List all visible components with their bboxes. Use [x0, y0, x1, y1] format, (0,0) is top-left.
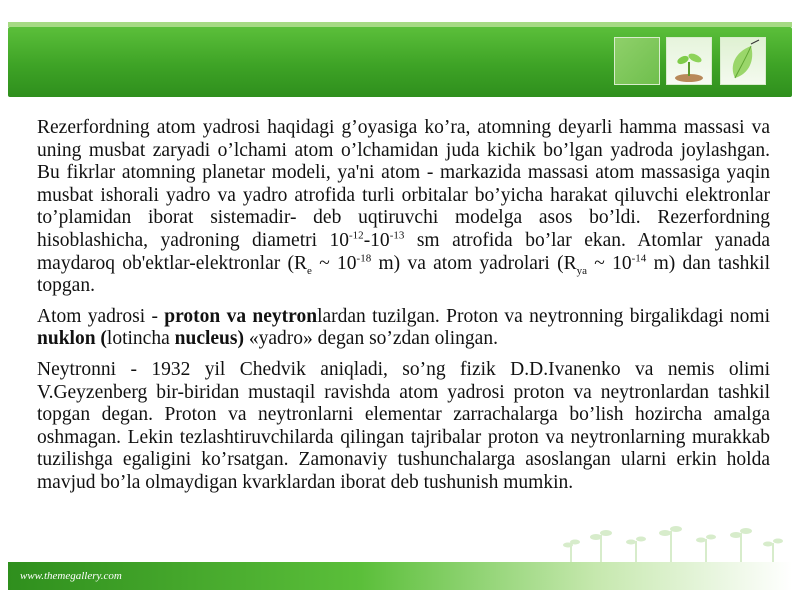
text-run: «yadro» degan so’zdan olingan. [243, 328, 498, 350]
text-run: m) dan tashkil topgan. [37, 252, 770, 297]
text-run: lotincha [106, 328, 175, 350]
subscript: e [307, 264, 312, 277]
exponent: -18 [356, 252, 372, 265]
text-run: sm atrofida bo’lar ekan. Atomlar yanada maydaroq ob'ektlar-elektronlar (R [37, 229, 771, 274]
footer-url: www.themegallery.com [20, 570, 122, 582]
text-run: ~ 10 [311, 252, 357, 274]
plants-decoration [560, 515, 792, 565]
exponent: -13 [389, 229, 405, 242]
text-run: Neytronni - 1932 yil Chedvik aniqladi, so’ng fizik D.D.Ivanenko va nemis olimi V.Geyzenberg bir-biridan mustaqil ravishda atom yadrosi proton va neytronlardan tashkil topgan degan. Proton va neytronlarni elementar zarrachalarga bo’lish hozircha amalga oshmagan. Lekin tezlashtiruvchilarda qilingan tajribalar proton va neytronlarning murakkab tuzilishga egaligini ko’rsatgan. Zamonaviy tushunchalarga asoslangan ularni erkin holda mavjud bo’la olmaydigan kvarklardan iborat deb tushunish mumkin. [37, 358, 770, 493]
leaf-image [720, 37, 766, 85]
paragraph-rutherford [37, 117, 770, 298]
text-run: -10 [363, 229, 390, 251]
decor-tile-green [614, 37, 660, 85]
seedling-image [666, 37, 712, 85]
exponent: -12 [349, 229, 364, 242]
paragraph-nucleon [37, 306, 770, 351]
seedling-icon [667, 38, 713, 86]
bold-term: nucleus) [174, 328, 244, 350]
text-run: lardan tuzilgan. Proton va neytronning birgalikdagi nomi [317, 305, 770, 327]
text-run: Atom yadrosi - [37, 305, 165, 327]
slide-body [37, 117, 770, 503]
text-run: ~ 10 [587, 252, 632, 274]
bold-term: proton va neytron [164, 305, 318, 327]
footer-bar [8, 562, 792, 590]
text-run: m) va atom yadrolari (R [371, 252, 577, 274]
bold-term: nuklon ( [37, 328, 107, 350]
paragraph-neutron [37, 359, 770, 495]
text-run: Rezerfordning atom yadrosi haqidagi g’oyasiga ko’ra, atomning deyarli hamma massasi va uning musbat zaryadi o’lchami atom o’lchamidan juda kichik bo’lgan yadroda joylashgan. Bu fikrlar atomning planetar modeli, ya'ni atom - markazida massasi atom massasiga yaqin musbat ishorali yadro va yadro atrofida turli orbitalar bo’yicha harakat qiluvchi elektronlar to’plamidan iborat sistemadir- deb uqtiruvchi modelga asos bo’ldi. Rezerfordning hisoblashicha, yadroning diametri 10 [37, 117, 770, 251]
subscript: ya [576, 264, 587, 277]
exponent: -14 [631, 252, 647, 265]
leaf-icon [721, 38, 767, 86]
